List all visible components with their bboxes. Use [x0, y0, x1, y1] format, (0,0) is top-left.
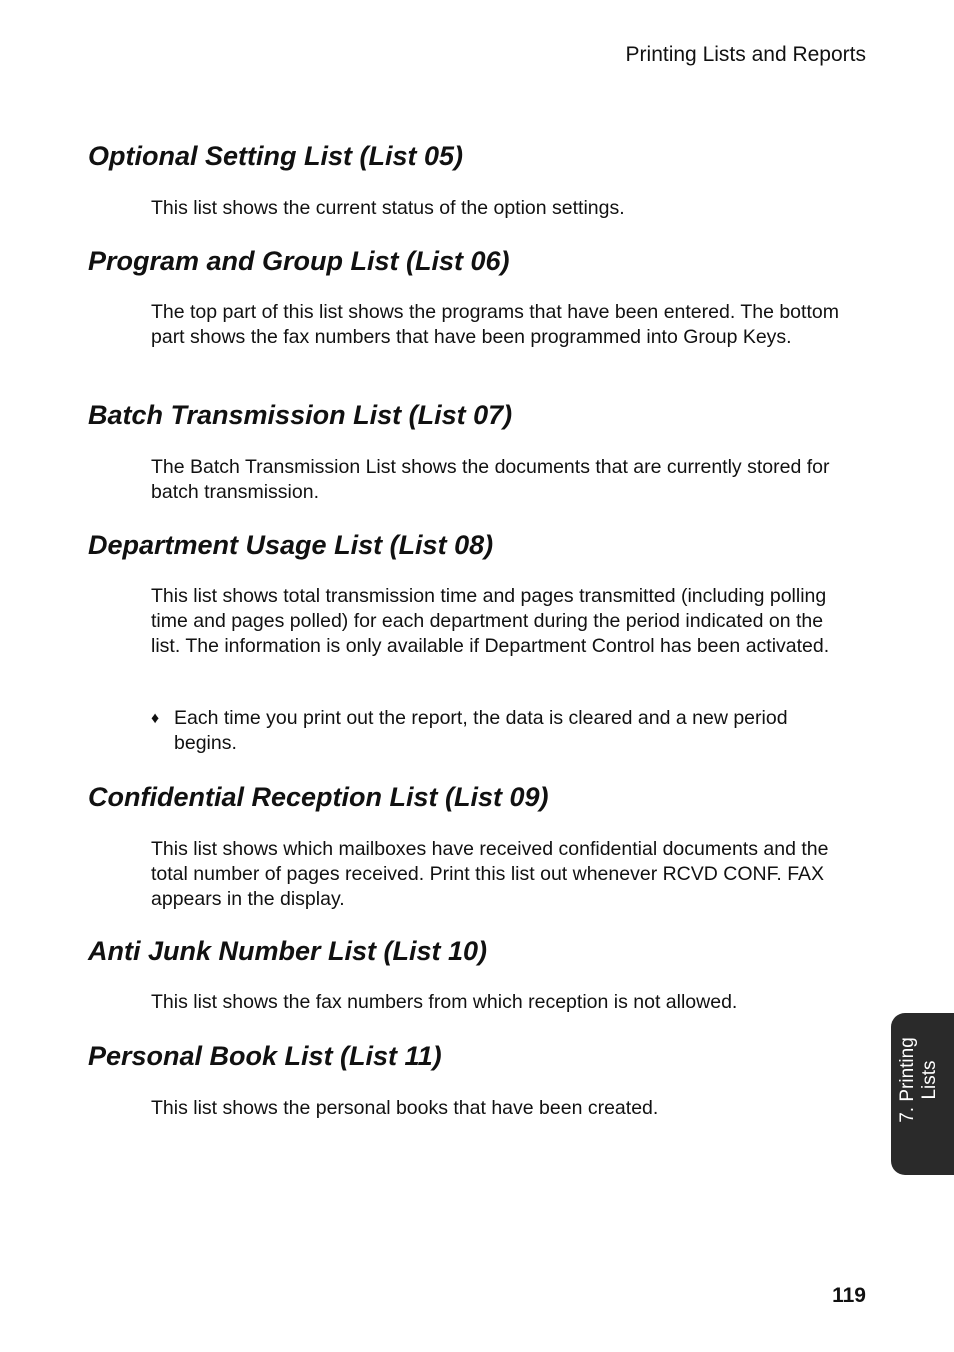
section-body-anti-junk-number-list [151, 990, 851, 1015]
paragraph: The top part of this list shows the programs that have been entered. The bottom part shows the fax numbers that have been programmed into Group Keys. [151, 301, 839, 348]
section-title-program-group-list: Program and Group List (List 06) [88, 246, 510, 276]
section-title-personal-book-list: Personal Book List (List 11) [88, 1041, 442, 1071]
chapter-side-tab-line2: Lists [919, 1060, 940, 1100]
diamond-bullet-icon: ♦ [151, 710, 160, 727]
section-body-personal-book-list [151, 1096, 851, 1121]
section-title-confidential-reception-list: Confidential Reception List (List 09) [88, 782, 549, 812]
section-body-program-group-list [151, 300, 851, 350]
page-number: 119 [832, 1284, 866, 1307]
section-title-anti-junk-number-list: Anti Junk Number List (List 10) [88, 936, 488, 966]
section-body-department-usage-list [151, 584, 851, 659]
running-header: Printing Lists and Reports [625, 43, 866, 66]
chapter-side-tab-label [897, 999, 954, 1161]
section-body-confidential-reception-list [151, 837, 851, 912]
section-body-batch-transmission-list [151, 455, 851, 505]
chapter-side-tab [891, 1013, 954, 1175]
section-body-optional-setting-list [151, 196, 851, 221]
chapter-side-tab-line1: 7. Printing [897, 1037, 918, 1123]
bullet-text: Each time you print out the report, the data is cleared and a new period begins. [174, 707, 788, 754]
paragraph: This list shows the current status of the option settings. [151, 197, 625, 219]
paragraph: This list shows which mailboxes have received confidential documents and the total number of pages received. Print this list out whenever RCVD CONF. FAX appears in the display. [151, 838, 829, 910]
section-title-department-usage-list: Department Usage List (List 08) [88, 530, 494, 560]
section-title-batch-transmission-list: Batch Transmission List (List 07) [88, 400, 513, 430]
paragraph: This list shows total transmission time and pages transmitted (including polling time and pages polled) for each department during the period indicated on the list. The information is only available if Department Control has been activated. [151, 585, 830, 657]
paragraph: The Batch Transmission List shows the documents that are currently stored for batch transmission. [151, 456, 830, 503]
section-title-optional-setting-list: Optional Setting List (List 05) [88, 141, 464, 171]
paragraph: This list shows the fax numbers from which reception is not allowed. [151, 991, 738, 1013]
bullet-item [151, 706, 851, 756]
paragraph: This list shows the personal books that have been created. [151, 1097, 659, 1119]
